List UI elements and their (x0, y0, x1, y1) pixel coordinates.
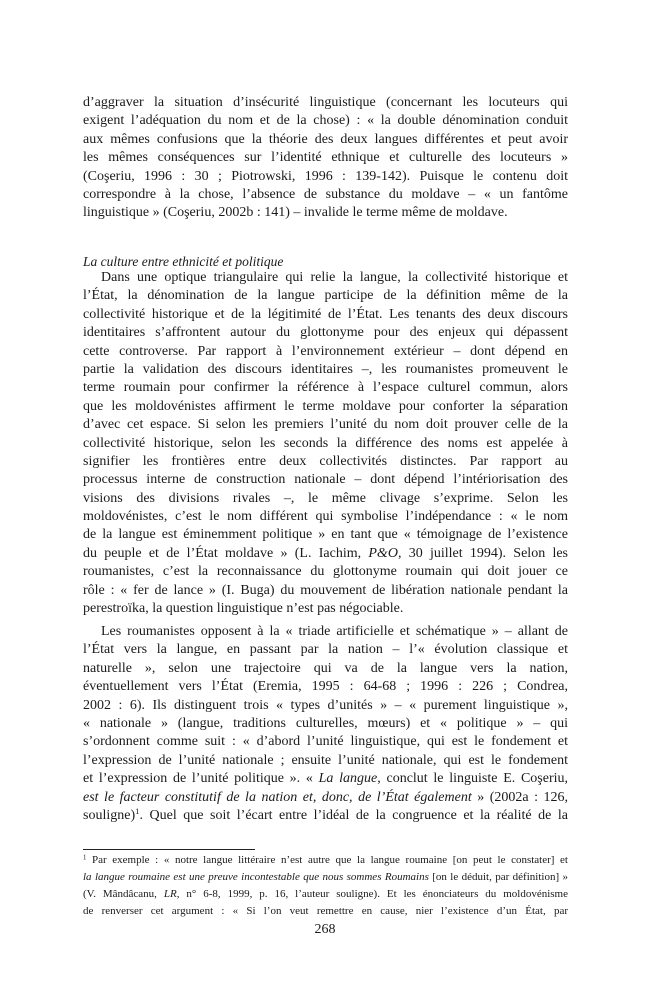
text-run: les mêmes conséquences sur l’identité ethnique et culturelle des locuteurs » (83, 150, 568, 166)
text-line (83, 471, 568, 489)
text-run: de la langue est éminemment politique » en tant que « témoignage de l’existence (83, 527, 568, 543)
italic-text: P&O (368, 545, 398, 561)
text-run: processus interne de construction nationale – dont dépend l’intériorisation des (83, 472, 568, 488)
text-run: perestroïka, la question linguistique n’est pas négociable. (83, 601, 404, 617)
text-run: correspondre à la chose, l’absence de substance du moldave – « un fantôme (83, 186, 568, 202)
text-line (83, 582, 568, 600)
text-line (83, 869, 568, 886)
text-line (83, 490, 568, 508)
text-run: roumanistes, c’est la reconnaissance du glottonyme roumain qui doit jouer ce (83, 564, 568, 580)
paragraph-2 (83, 269, 568, 618)
text-line (83, 131, 568, 149)
text-run: s’ordonnent comme suit : « d’abord l’unité linguistique, qui est le fondement et (83, 734, 568, 750)
text-line (83, 306, 568, 324)
text-line (83, 807, 568, 825)
text-line (83, 545, 568, 563)
text-line (83, 94, 568, 112)
text-line (83, 269, 568, 287)
text-run: moldovénistes, c’est le nom différent qui symbolise l’indépendance : « le nom (83, 509, 568, 525)
text-line (83, 715, 568, 733)
text-run: l’expression de l’unité nationale ; ensuite l’unité nationale, qui est le fondement (83, 752, 568, 768)
text-run: souligne) (83, 807, 136, 823)
text-run: exigent l’adéquation du nom et de la chose) : « la double dénomination conduit (83, 113, 568, 129)
text-run: , 30 juillet 1994). Selon les (397, 545, 568, 561)
text-line (83, 343, 568, 361)
text-run: collectivité historique et de la légitimité de l’État. Les tenants des deux discours (83, 306, 568, 322)
text-line (83, 886, 568, 903)
text-line (83, 168, 568, 186)
text-run: 2002 : 6). Ils distinguent trois « types d’unités » – « purement linguistique », (83, 697, 568, 713)
text-run: aux mêmes confusions que la théorie des deux langues différentes et peut avoir (83, 131, 568, 147)
text-line (83, 733, 568, 751)
text-line (83, 287, 568, 305)
text-line (83, 789, 568, 807)
section-heading: La culture entre ethnicité et politique (83, 254, 284, 269)
text-line (83, 752, 568, 770)
text-line (83, 186, 568, 204)
italic-text: est le facteur constitutif de la nation et, donc, de l’État également (83, 789, 472, 805)
text-run: collectivité historique, selon les seconds la différence des noms est appelée à (83, 435, 568, 451)
page-number: 268 (314, 922, 336, 937)
text-line (83, 453, 568, 471)
text-line (83, 324, 568, 342)
text-run: Les roumanistes opposent à la « triade artificielle et schématique » – allant de (101, 624, 568, 639)
text-run: du peuple et de l’État moldave » (L. Iachim, (83, 545, 369, 561)
text-line (83, 112, 568, 130)
text-line (83, 600, 568, 618)
text-line (83, 852, 568, 869)
text-run: Par exemple : « notre langue littéraire n’est autre que la langue roumaine [on peut le constater] et (86, 854, 568, 866)
text-line (83, 697, 568, 715)
text-run: [on le déduit, par définition] » (428, 871, 568, 883)
text-line (83, 435, 568, 453)
text-line (83, 149, 568, 167)
text-line (83, 398, 568, 416)
text-line (83, 563, 568, 581)
text-run: (Coşeriu, 1996 : 30 ; Piotrowski, 1996 : 139-142). Puisque le contenu doit (83, 168, 568, 184)
text-run: éventuellement vers l’État (Eremia, 1995 : 64-68 ; 1996 : 226 ; Condrea, (83, 679, 568, 695)
paragraph-3 (83, 623, 568, 825)
text-run: terme roumain pour confirmer la référence à l’espace culturel commun, alors (83, 380, 568, 396)
text-line (83, 770, 568, 788)
text-run: naturelle », selon une trajectoire qui va de la langue vers la nation, (83, 660, 568, 676)
text-run: d’aggraver la situation d’insécurité linguistique (concernant les locuteurs qui (83, 95, 568, 110)
text-line (83, 660, 568, 678)
text-run: rôle : « fer de lance » (I. Buga) du mouvement de libération nationale pendant la (83, 582, 568, 598)
text-run: » (2002a : 126, (477, 789, 568, 805)
text-line (83, 678, 568, 696)
text-run: linguistique » (Coşeriu, 2002b : 141) – invalide le terme même de moldave. (83, 205, 508, 221)
text-line (83, 361, 568, 379)
text-run: . Quel que soit l’écart entre l’idéal de la congruence et la réalité de la (139, 807, 568, 823)
text-line (83, 903, 568, 920)
text-line (83, 204, 568, 222)
text-line (83, 526, 568, 544)
text-run: « nationale » (langue, traditions culturelles, mœurs) et « politique » – qui (83, 715, 568, 731)
text-run: de renverser cet argument : « Si l’on veut remettre en cause, nier l’existence d’un État, par (83, 905, 568, 917)
italic-text: LR (163, 888, 177, 900)
text-run: (V. Mândâcanu, (83, 888, 164, 900)
text-run: visions des divisions rivales –, le même clivage s’exprime. Selon les (83, 490, 568, 506)
italic-text: La langue (318, 771, 378, 787)
paragraph-1 (83, 94, 568, 223)
text-run: d’avec cet espace. Si selon les premiers l’unité du nom doit prouver celle de la (83, 417, 568, 433)
footnote-marker: 1 (83, 854, 87, 862)
text-line (83, 623, 568, 641)
footnote-marker: 1 (135, 806, 140, 817)
text-run: que les moldovénistes affirment le terme moldave pour conforter la séparation (83, 398, 568, 414)
footnote (83, 852, 568, 920)
text-run: l’État, la dénomination de la langue participe de la définition même de la (83, 288, 568, 304)
text-line (83, 416, 568, 434)
text-line (83, 508, 568, 526)
text-run: , n° 6-8, 1999, p. 16, l’auteur souligne). Et les énonciateurs du moldovénisme (176, 888, 568, 900)
text-run: l’État vers la langue, en passant par la nation – l’« évolution classique et (83, 642, 568, 658)
footnote-separator (83, 849, 255, 850)
text-run: identitaires s’affrontent autour du glottonyme pour des enjeux qui dépassent (83, 325, 568, 341)
text-line (83, 641, 568, 659)
text-run: et l’expression de l’unité politique ». « (83, 771, 319, 787)
text-line (83, 379, 568, 397)
text-run: partie la validation des discours identitaires –, les roumanistes promeuvent le (83, 361, 568, 377)
text-run: cette controverse. Par rapport à l’environnement extérieur – dont dépend en (83, 343, 568, 359)
text-run: , conclut le linguiste E. Coşeriu, (377, 771, 568, 787)
text-run: signifier les frontières entre deux collectivités distinctes. Par rapport au (83, 453, 568, 469)
text-run: Dans une optique triangulaire qui relie la langue, la collectivité historique et (101, 270, 568, 285)
italic-text: la langue roumaine est une preuve incontestable que nous sommes Roumains (83, 871, 429, 883)
